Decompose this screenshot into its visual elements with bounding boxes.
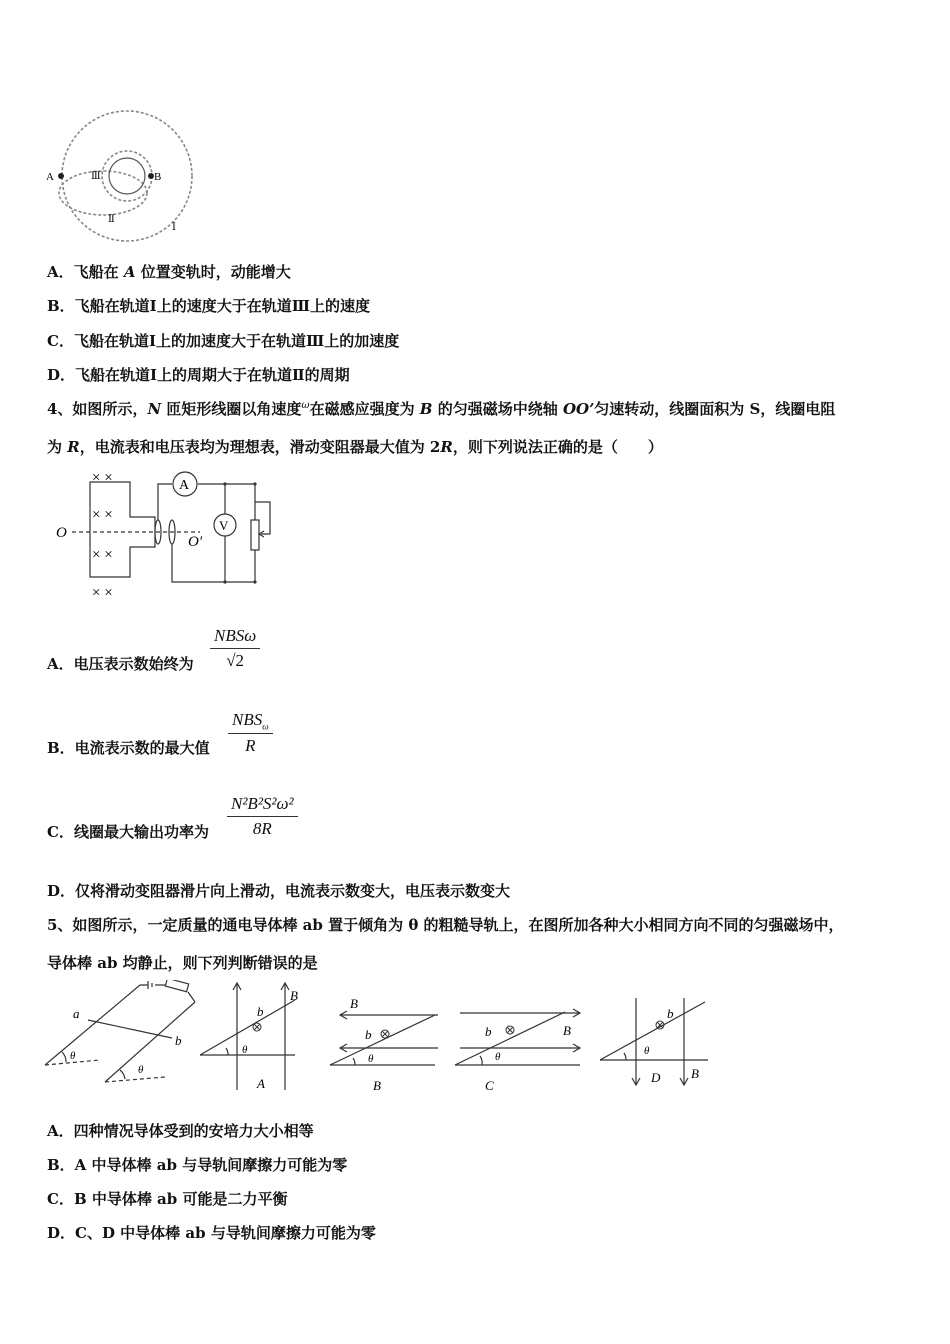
- q4-option-B-formula: $NBS_\omega$ R: [228, 710, 273, 756]
- fig-B-caption: B: [373, 1078, 381, 1093]
- q3-option-B: B．飞船在轨道Ⅰ上的速度大于在轨道Ⅲ上的速度: [47, 297, 370, 315]
- fig-A-theta: θ: [242, 1044, 248, 1056]
- q5-option-B: B．A 中导体棒 ab 与导轨间摩擦力可能为零: [47, 1156, 348, 1174]
- field-cross-4: × ×: [92, 585, 113, 601]
- rail-left: [45, 985, 140, 1065]
- point-A-dot: [58, 173, 64, 179]
- orbit-diagram: [40, 105, 200, 245]
- fig-C-b: b: [485, 1024, 492, 1039]
- fig-A-caption: A: [257, 1076, 265, 1091]
- q3-option-C: C．飞船在轨道Ⅰ上的加速度大于在轨道Ⅲ上的加速度: [47, 332, 400, 350]
- fig-D-caption: D: [651, 1070, 661, 1085]
- ammeter-label: A: [179, 478, 190, 493]
- field-cross-2: × ×: [92, 507, 113, 523]
- label-theta-1: θ: [70, 1050, 76, 1062]
- label-I: Ⅰ: [172, 222, 176, 233]
- axis-label-Oprime: O′: [188, 534, 203, 550]
- q4-option-D: D．仅将滑动变阻器滑片向上滑动，电流表示数变大，电压表示数变大: [47, 882, 511, 900]
- fig-A-slope: [200, 1000, 295, 1055]
- q5-stem-line2: 导体棒 ab 均静止，则下列判断错误的是: [47, 954, 318, 972]
- label-a: a: [73, 1006, 80, 1021]
- fig-B-theta: θ: [368, 1053, 374, 1065]
- label-theta-2: θ: [138, 1064, 144, 1076]
- rail-right: [105, 1002, 195, 1082]
- q5-stem-line1: 5、如图所示，一定质量的通电导体棒 ab 置于倾角为 θ 的粗糙导轨上，在图所加各种大小相同方向不同的匀强磁场中，: [47, 916, 844, 934]
- rheostat: [251, 520, 259, 550]
- wire-top: [158, 484, 255, 582]
- label-A: A: [46, 171, 54, 183]
- rod-ab: [88, 1020, 172, 1038]
- fig-A-B: B: [290, 988, 298, 1003]
- q4-option-A-formula: NBSω √2: [210, 626, 260, 671]
- fig-B-slope: [330, 1015, 435, 1065]
- fig-C-theta: θ: [495, 1051, 501, 1063]
- q5-option-D: D．C、D 中导体棒 ab 与导轨间摩擦力可能为零: [47, 1224, 376, 1242]
- fig-D-B: B: [691, 1066, 699, 1081]
- label-III: Ⅲ: [91, 171, 101, 182]
- field-cross-1: × ×: [92, 470, 113, 486]
- q5-option-C: C．B 中导体棒 ab 可能是二力平衡: [47, 1190, 288, 1208]
- fig-B-b: b: [365, 1027, 372, 1042]
- fig-A-b: b: [257, 1004, 264, 1019]
- q4-option-C-formula: N²B²S²ω² 8R: [227, 794, 298, 839]
- q4-option-C: C．线圈最大输出功率为: [47, 823, 209, 841]
- resistor: [165, 980, 188, 992]
- q4-option-B: B．电流表示数的最大值: [47, 739, 210, 757]
- field-cross-3: × ×: [92, 547, 113, 563]
- inclined-rails-diagrams: [40, 980, 720, 1100]
- fig-D-slope: [600, 1002, 705, 1060]
- fig-D-theta: θ: [644, 1045, 650, 1057]
- fig-D-b: b: [667, 1006, 674, 1021]
- q4-stem-line2: 为 R，电流表和电压表均为理想表，滑动变阻器最大值为 2R，则下列说法正确的是（ ）: [47, 438, 663, 456]
- q3-option-D: D．飞船在轨道Ⅰ上的周期大于在轨道Ⅱ的周期: [47, 366, 350, 384]
- voltmeter-label: V: [219, 518, 229, 533]
- q4-option-A: A．电压表示数始终为: [47, 655, 194, 673]
- q4-stem-line1: 4、如图所示，N 匝矩形线圈以角速度$^\omega$在磁感应强度为 B 的匀强磁场中绕轴 OO’匀速转动，线圈面积为 S，线圈电阻: [47, 400, 836, 418]
- fig-C-caption: C: [485, 1078, 494, 1093]
- label-B: B: [154, 171, 162, 183]
- fig-C-slope: [455, 1012, 565, 1065]
- label-II: Ⅱ: [108, 214, 115, 225]
- label-b: b: [175, 1033, 182, 1048]
- axis-label-O: O: [56, 525, 67, 541]
- fig-B-B: B: [350, 996, 358, 1011]
- fig-C-B: B: [563, 1023, 571, 1038]
- q5-option-A: A．四种情况导体受到的安培力大小相等: [47, 1122, 314, 1140]
- generator-circuit-diagram: [50, 462, 285, 607]
- q3-option-A: A．飞船在 A 位置变轨时，动能增大: [47, 263, 291, 281]
- planet: [109, 158, 145, 194]
